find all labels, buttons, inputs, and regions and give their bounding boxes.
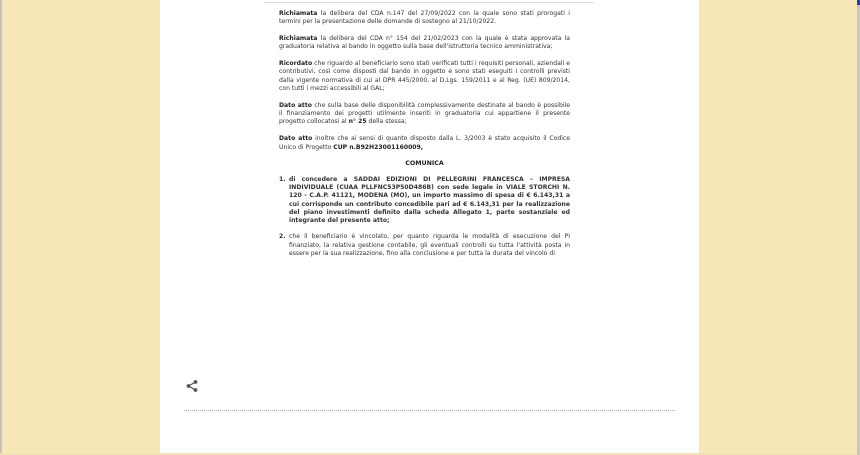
paragraph-richiamata-2: Richiamata la delibera del CDA n° 154 del 21/02/2023 con la quale è stata approvata la graduatoria relativa al bando in oggetto sulla base dell'istruttoria tecnico amministrativa; [279, 35, 570, 51]
paragraph-richiamata-1: Richiamata la delibera del CDA n.147 del 27/09/2022 con la quale sono stati prorogati i termini per la presentazione delle domande di sostegno al 21/10/2022. [279, 10, 570, 26]
window-left-edge [0, 0, 2, 455]
paragraph-dato-atto-1: Dato atto che sulla base delle disponibilità complessivamente destinate al bando è possibile il finanziamento dei progetti utilmente inseriti in graduatoria cui appartiene il presente progetto collocatosi al n° 25 della stessa; [279, 101, 570, 126]
document-page [160, 0, 699, 453]
paragraph-dato-atto-2: Dato atto inoltre che ai sensi di quanto disposto dalla L. 3/2003 è stato acquisito il Codice Unico di Progetto CUP n.B92H23001160009, [279, 135, 570, 151]
share-icon[interactable] [185, 378, 199, 392]
list-number: 2. [279, 233, 286, 241]
top-divider [264, 2, 594, 3]
document-body [279, 10, 570, 266]
paragraph-ricordato: Ricordato che riguardo al beneficiario sono stati verificati tutti i requisiti personali, aziendali e contributivi, così come disposti dal bando in oggetto e sono stati eseguiti i controlli previsti dalla vigente normativa di cui al DPR 445/2000, al D.Lgs. 159/2011 e al Reg. (UE) 809/2014, con tutti i mezzi accessibili al GAL; [279, 60, 570, 93]
list-number: 1. [279, 175, 286, 183]
section-heading: COMUNICA [405, 160, 444, 168]
list-item-1 [279, 176, 570, 226]
footer-divider [184, 410, 675, 411]
list-text: che il beneficiario è vincolato, per quanto riguarda le modalità di esecuzione del PI finanziato, la relativa gestione contabile, gli eventuali controlli su tutta l'attività posta in essere per la sua realizzazione, fino alla conclusione e per tutta la durata del vincolo di [289, 233, 570, 258]
list-text: di concedere a SADDAI EDIZIONI DI PELLEGRINI FRANCESCA – IMPRESA INDIVIDUALE (CUAA PLLFNC53P50D486B) con sede legale in VIALE STORCHI N. 120 - C.A.P. 41121, MODENA (MO), un importo massimo di spesa di € 6.143,31 a cui corrisponde un contributo concedibile pari ad € 6.143,31 per la realizzazione del piano investimenti definito dalla scheda Allegato 1, parte sostanziale ed integrante del presente atto; [289, 175, 570, 225]
list-item-2 [279, 233, 570, 258]
